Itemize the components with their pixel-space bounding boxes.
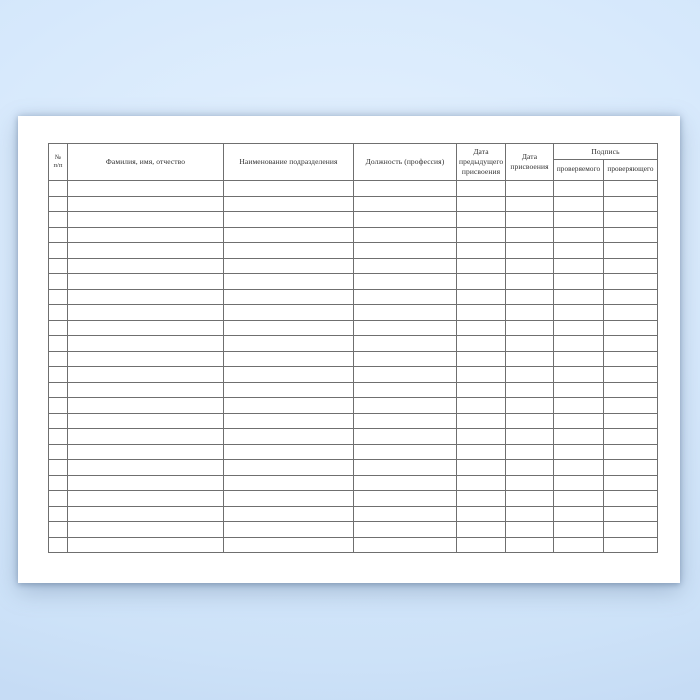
empty-row xyxy=(49,537,658,553)
empty-cell xyxy=(554,475,604,491)
empty-cell xyxy=(354,382,457,398)
empty-row xyxy=(49,227,658,243)
empty-cell xyxy=(604,196,658,212)
empty-cell xyxy=(224,336,354,352)
empty-cell xyxy=(604,227,658,243)
empty-cell xyxy=(68,196,224,212)
empty-row xyxy=(49,289,658,305)
empty-cell xyxy=(604,413,658,429)
empty-cell xyxy=(68,444,224,460)
col-header-num xyxy=(49,144,68,181)
col-header-num-line1: № xyxy=(54,153,62,161)
empty-cell xyxy=(604,289,658,305)
empty-row xyxy=(49,429,658,445)
empty-cell xyxy=(354,258,457,274)
col-header-prev-date: Дата предыдущего присвоения xyxy=(457,144,506,181)
empty-row xyxy=(49,243,658,259)
empty-row xyxy=(49,196,658,212)
empty-row xyxy=(49,382,658,398)
empty-cell xyxy=(49,429,68,445)
empty-cell xyxy=(554,367,604,383)
empty-cell xyxy=(604,475,658,491)
empty-cell xyxy=(354,444,457,460)
empty-cell xyxy=(604,382,658,398)
empty-row xyxy=(49,522,658,538)
empty-cell xyxy=(457,398,506,414)
empty-cell xyxy=(554,274,604,290)
empty-cell xyxy=(224,382,354,398)
empty-cell xyxy=(506,382,554,398)
empty-cell xyxy=(604,367,658,383)
empty-cell xyxy=(224,460,354,476)
empty-cell xyxy=(68,336,224,352)
empty-cell xyxy=(49,243,68,259)
empty-cell xyxy=(506,522,554,538)
empty-row xyxy=(49,181,658,197)
empty-cell xyxy=(604,522,658,538)
empty-cell xyxy=(68,413,224,429)
empty-cell xyxy=(604,429,658,445)
empty-cell xyxy=(354,305,457,321)
empty-cell xyxy=(554,258,604,274)
empty-cell xyxy=(49,181,68,197)
empty-cell xyxy=(68,289,224,305)
empty-cell xyxy=(68,537,224,553)
empty-cell xyxy=(457,351,506,367)
empty-cell xyxy=(506,351,554,367)
empty-cell xyxy=(49,367,68,383)
empty-cell xyxy=(224,181,354,197)
col-header-signature-checker: проверяющего xyxy=(604,160,658,181)
empty-cell xyxy=(506,491,554,507)
empty-cell xyxy=(554,413,604,429)
empty-cell xyxy=(506,181,554,197)
empty-cell xyxy=(68,367,224,383)
empty-cell xyxy=(68,429,224,445)
table-body xyxy=(49,181,658,553)
empty-cell xyxy=(49,305,68,321)
empty-cell xyxy=(68,258,224,274)
empty-row xyxy=(49,305,658,321)
col-header-fio: Фамилия, имя, отчество xyxy=(68,144,224,181)
empty-cell xyxy=(457,274,506,290)
empty-cell xyxy=(354,351,457,367)
empty-cell xyxy=(354,181,457,197)
empty-cell xyxy=(354,367,457,383)
empty-cell xyxy=(457,196,506,212)
empty-row xyxy=(49,460,658,476)
empty-cell xyxy=(554,522,604,538)
empty-cell xyxy=(68,243,224,259)
empty-row xyxy=(49,444,658,460)
empty-cell xyxy=(506,537,554,553)
empty-cell xyxy=(224,305,354,321)
empty-cell xyxy=(49,212,68,228)
empty-cell xyxy=(224,227,354,243)
empty-cell xyxy=(224,429,354,445)
table-header xyxy=(49,144,658,181)
empty-cell xyxy=(224,289,354,305)
empty-cell xyxy=(49,382,68,398)
empty-cell xyxy=(457,537,506,553)
col-header-date: Дата присвоения xyxy=(506,144,554,181)
empty-cell xyxy=(554,336,604,352)
empty-cell xyxy=(224,212,354,228)
empty-cell xyxy=(224,491,354,507)
empty-cell xyxy=(604,398,658,414)
empty-cell xyxy=(506,289,554,305)
empty-cell xyxy=(554,444,604,460)
empty-cell xyxy=(554,212,604,228)
empty-cell xyxy=(49,274,68,290)
empty-cell xyxy=(49,258,68,274)
empty-cell xyxy=(354,212,457,228)
empty-cell xyxy=(457,336,506,352)
empty-cell xyxy=(604,258,658,274)
empty-cell xyxy=(224,413,354,429)
empty-cell xyxy=(604,212,658,228)
empty-cell xyxy=(554,196,604,212)
empty-cell xyxy=(506,274,554,290)
empty-cell xyxy=(68,305,224,321)
empty-cell xyxy=(604,181,658,197)
empty-cell xyxy=(457,491,506,507)
empty-cell xyxy=(68,351,224,367)
empty-cell xyxy=(354,336,457,352)
empty-cell xyxy=(49,475,68,491)
paper-sheet xyxy=(18,116,680,583)
empty-cell xyxy=(49,460,68,476)
empty-row xyxy=(49,491,658,507)
empty-cell xyxy=(354,320,457,336)
empty-cell xyxy=(604,460,658,476)
empty-cell xyxy=(554,320,604,336)
empty-cell xyxy=(354,491,457,507)
empty-cell xyxy=(224,274,354,290)
empty-cell xyxy=(49,351,68,367)
empty-cell xyxy=(506,305,554,321)
empty-cell xyxy=(68,227,224,243)
empty-cell xyxy=(68,212,224,228)
empty-cell xyxy=(604,444,658,460)
empty-cell xyxy=(506,398,554,414)
empty-cell xyxy=(457,227,506,243)
empty-cell xyxy=(457,258,506,274)
empty-cell xyxy=(457,320,506,336)
empty-cell xyxy=(49,336,68,352)
empty-cell xyxy=(457,444,506,460)
empty-cell xyxy=(457,181,506,197)
empty-cell xyxy=(604,336,658,352)
empty-cell xyxy=(554,491,604,507)
empty-cell xyxy=(506,212,554,228)
empty-cell xyxy=(224,522,354,538)
empty-cell xyxy=(354,506,457,522)
header-row-top xyxy=(49,144,658,160)
empty-cell xyxy=(457,460,506,476)
empty-cell xyxy=(224,537,354,553)
empty-cell xyxy=(506,444,554,460)
empty-cell xyxy=(554,305,604,321)
empty-cell xyxy=(506,243,554,259)
empty-cell xyxy=(49,227,68,243)
empty-row xyxy=(49,212,658,228)
col-header-division: Наименование подразделения xyxy=(224,144,354,181)
empty-cell xyxy=(506,367,554,383)
empty-cell xyxy=(457,506,506,522)
empty-cell xyxy=(604,305,658,321)
col-header-signature-checked: проверяемого xyxy=(554,160,604,181)
empty-row xyxy=(49,320,658,336)
empty-row xyxy=(49,351,658,367)
empty-cell xyxy=(457,429,506,445)
empty-cell xyxy=(554,537,604,553)
empty-cell xyxy=(554,460,604,476)
empty-cell xyxy=(604,506,658,522)
empty-cell xyxy=(457,522,506,538)
empty-row xyxy=(49,274,658,290)
empty-cell xyxy=(604,537,658,553)
empty-cell xyxy=(354,413,457,429)
empty-cell xyxy=(224,196,354,212)
empty-cell xyxy=(49,522,68,538)
empty-cell xyxy=(604,351,658,367)
empty-cell xyxy=(68,522,224,538)
empty-row xyxy=(49,367,658,383)
empty-cell xyxy=(554,351,604,367)
empty-cell xyxy=(506,196,554,212)
empty-cell xyxy=(604,243,658,259)
empty-cell xyxy=(554,289,604,305)
empty-cell xyxy=(224,398,354,414)
empty-cell xyxy=(506,413,554,429)
empty-cell xyxy=(224,243,354,259)
empty-cell xyxy=(354,475,457,491)
empty-cell xyxy=(457,305,506,321)
empty-cell xyxy=(354,196,457,212)
empty-cell xyxy=(506,227,554,243)
assignment-log-table xyxy=(48,143,658,553)
empty-cell xyxy=(49,413,68,429)
empty-cell xyxy=(354,274,457,290)
empty-cell xyxy=(49,491,68,507)
empty-cell xyxy=(457,289,506,305)
empty-cell xyxy=(49,289,68,305)
col-header-position: Должность (профессия) xyxy=(354,144,457,181)
empty-cell xyxy=(68,460,224,476)
empty-cell xyxy=(224,320,354,336)
empty-cell xyxy=(354,429,457,445)
empty-row xyxy=(49,413,658,429)
empty-cell xyxy=(49,506,68,522)
empty-row xyxy=(49,475,658,491)
empty-row xyxy=(49,506,658,522)
empty-cell xyxy=(354,243,457,259)
empty-cell xyxy=(457,475,506,491)
empty-cell xyxy=(457,243,506,259)
empty-cell xyxy=(604,491,658,507)
col-header-num-line2: п/п xyxy=(53,162,63,169)
empty-cell xyxy=(506,460,554,476)
empty-cell xyxy=(354,537,457,553)
empty-cell xyxy=(224,258,354,274)
empty-row xyxy=(49,398,658,414)
empty-cell xyxy=(224,444,354,460)
empty-cell xyxy=(49,537,68,553)
empty-cell xyxy=(604,274,658,290)
empty-cell xyxy=(506,429,554,445)
empty-row xyxy=(49,336,658,352)
empty-cell xyxy=(354,522,457,538)
empty-cell xyxy=(224,506,354,522)
empty-cell xyxy=(68,475,224,491)
empty-cell xyxy=(68,382,224,398)
empty-cell xyxy=(224,475,354,491)
empty-cell xyxy=(49,196,68,212)
empty-cell xyxy=(457,367,506,383)
empty-cell xyxy=(224,367,354,383)
empty-cell xyxy=(354,398,457,414)
empty-cell xyxy=(506,475,554,491)
empty-cell xyxy=(506,506,554,522)
empty-cell xyxy=(68,506,224,522)
empty-cell xyxy=(354,460,457,476)
empty-cell xyxy=(457,413,506,429)
empty-cell xyxy=(457,382,506,398)
empty-cell xyxy=(68,491,224,507)
empty-cell xyxy=(554,227,604,243)
empty-cell xyxy=(49,398,68,414)
empty-cell xyxy=(506,258,554,274)
empty-row xyxy=(49,258,658,274)
empty-cell xyxy=(354,227,457,243)
empty-cell xyxy=(554,506,604,522)
empty-cell xyxy=(554,429,604,445)
empty-cell xyxy=(49,444,68,460)
empty-cell xyxy=(68,398,224,414)
empty-cell xyxy=(68,320,224,336)
empty-cell xyxy=(554,243,604,259)
empty-cell xyxy=(554,382,604,398)
empty-cell xyxy=(604,320,658,336)
empty-cell xyxy=(49,320,68,336)
empty-cell xyxy=(354,289,457,305)
empty-cell xyxy=(224,351,354,367)
empty-cell xyxy=(68,181,224,197)
empty-cell xyxy=(554,398,604,414)
empty-cell xyxy=(554,181,604,197)
col-header-signature-group: Подпись xyxy=(554,144,658,160)
empty-cell xyxy=(506,336,554,352)
empty-cell xyxy=(457,212,506,228)
empty-cell xyxy=(68,274,224,290)
empty-cell xyxy=(506,320,554,336)
